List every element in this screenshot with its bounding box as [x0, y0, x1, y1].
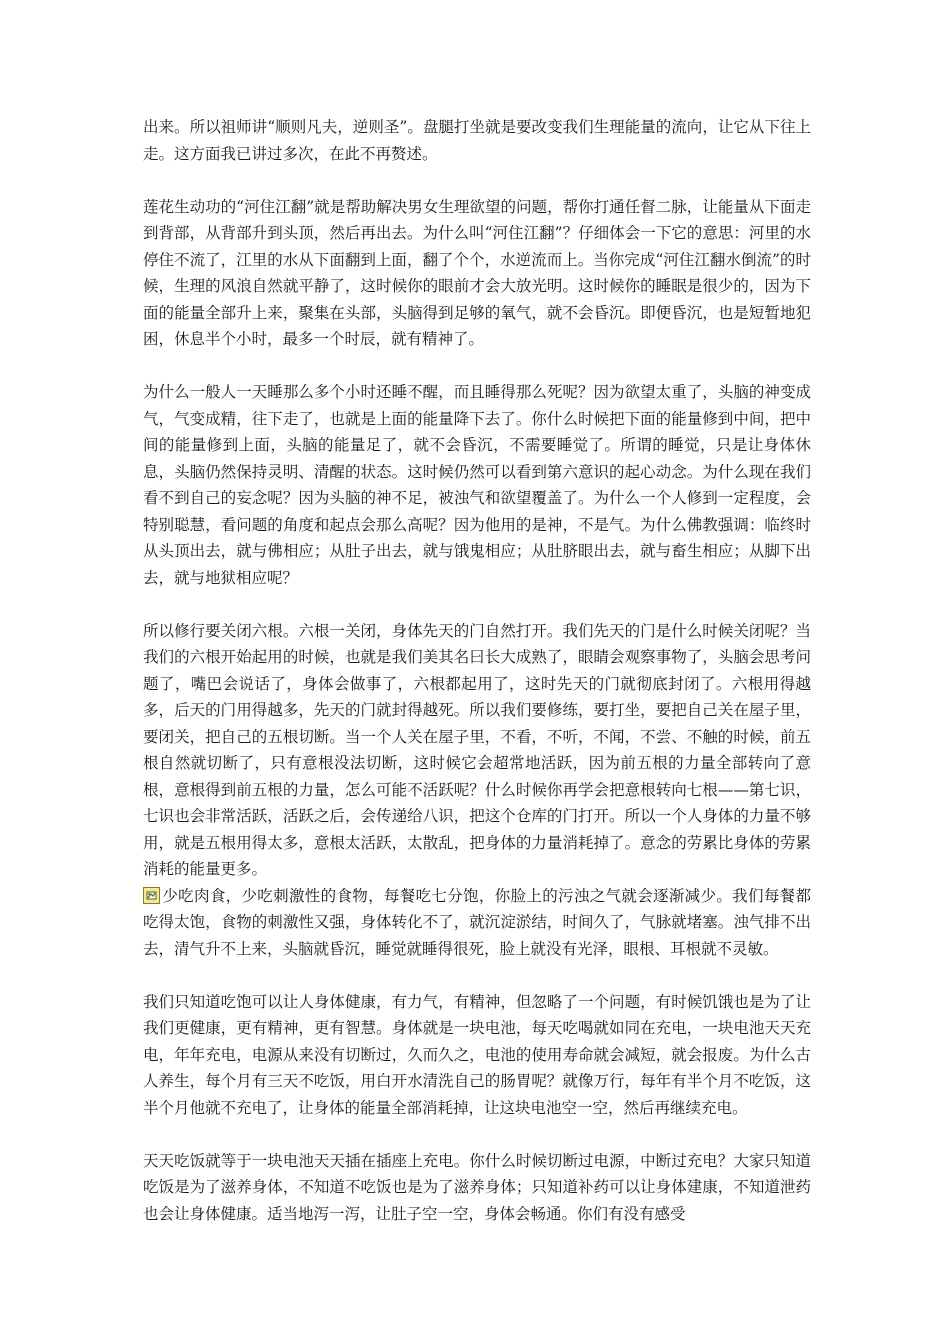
paragraph-3: 为什么一般人一天睡那么多个小时还睡不醒，而且睡得那么死呢？因为欲望太重了，头脑的神变成气，气变成精，往下走了，也就是上面的能量降下去了。你什么时候把下面的能量修到中间，把中间的能量修到上面，头脑的能量足了，就不会昏沉，不需要睡觉了。所谓的睡觉，只是让身体休息，头脑仍然保持灵明、清醒的状态。这时候仍然可以看到第六意识的起心动念。为什么现在我们看不到自己的妄念呢？因为头脑的神不足，被浊气和欲望覆盖了。为什么一个人修到一定程度，会特别聪慧，看问题的角度和起点会那么高呢？因为他用的是神，不是气。为什么佛教强调：临终时从头顶出去，就与佛相应；从肚子出去，就与饿鬼相应；从肚脐眼出去，就与畜生相应；从脚下出去，就与地狱相应呢？: [143, 383, 811, 587]
note-image-icon: [143, 887, 160, 904]
paragraph-5: [143, 883, 811, 963]
paragraph-7: 天天吃饭就等于一块电池天天插在插座上充电。你什么时候切断过电源，中断过充电？大家只知道吃饭是为了滋养身体，不知道不吃饭也是为了滋养身体；只知道补药可以让身体建康，不知道泄药也会让身体健康。适当地泻一泻，让肚子空一空，身体会畅通。你们有没有感受: [143, 1151, 811, 1223]
document-body: [143, 114, 811, 1227]
paragraph-2: 莲花生动功的“河住江翻”就是帮助解决男女生理欲望的问题，帮你打通任督二脉，让能量从下面走到背部，从背部升到头顶，然后再出去。为什么叫“河住江翻”？仔细体会一下它的意思：河里的水停住不流了，江里的水从下面翻到上面，翻了个个，水逆流而上。当你完成“河住江翻水倒流”的时候，生理的风浪自然就平静了，这时候你的眼前才会大放光明。这时候你的睡眠是很少的，因为下面的能量全部升上来，聚集在头部，头脑得到足够的氧气，就不会昏沉。即便昏沉，也是短暂地犯困，休息半个小时，最多一个时辰，就有精神了。: [143, 197, 811, 348]
paragraph-6: 我们只知道吃饱可以让人身体健康，有力气，有精神，但忽略了一个问题，有时候饥饿也是为了让我们更健康，更有精神，更有智慧。身体就是一块电池，每天吃喝就如同在充电，一块电池天天充电，年年充电，电源从来没有切断过，久而久之，电池的使用寿命就会减短，就会报废。为什么古人养生，每个月有三天不吃饭，用白开水清洗自己的肠胃呢？就像万行，每年有半个月不吃饭，这半个月他就不充电了，让身体的能量全部消耗掉，让这块电池空一空，然后再继续充电。: [143, 992, 811, 1117]
paragraph-4: 所以修行要关闭六根。六根一关闭，身体先天的门自然打开。我们先天的门是什么时候关闭呢？当我们的六根开始起用的时候，也就是我们美其名曰长大成熟了，眼睛会观察事物了，头脑会思考问题了，嘴巴会说话了，身体会做事了，六根都起用了，这时先天的门就彻底封闭了。六根用得越多，后天的门用得越多，先天的门就封得越死。所以我们要修练，要打坐，要把自己关在屋子里，要闭关，把自己的五根切断。当一个人关在屋子里，不看，不听，不闻，不尝、不触的时候，前五根自然就切断了，只有意根没法切断，这时候它会超常地活跃，因为前五根的力量全部转向了意根，意根得到前五根的力量，怎么可能不活跃呢？什么时候你再学会把意根转向七根——第七识，七识也会非常活跃，活跃之后，会传递给八识，把这个仓库的门打开。所以一个人身体的力量不够用，就是五根用得太多，意根太活跃，太散乱，把身体的力量消耗掉了。意念的劳累比身体的劳累消耗的能量更多。: [143, 621, 811, 878]
paragraph-5-text: 少吃肉食，少吃刺激性的食物，每餐吃七分饱，你脸上的污浊之气就会逐渐减少。我们每餐都吃得太饱，食物的刺激性又强，身体转化不了，就沉淀淤结，时间久了，气脉就堵塞。浊气排不出去，清气升不上来，头脑就昏沉，睡觉就睡得很死，脸上就没有光泽，眼根、耳根就不灵敏。: [143, 886, 811, 958]
paragraph-1: 出来。所以祖师讲“顺则凡夫，逆则圣”。盘腿打坐就是要改变我们生理能量的流向，让它从下往上走。这方面我已讲过多次，在此不再赘述。: [143, 118, 811, 163]
